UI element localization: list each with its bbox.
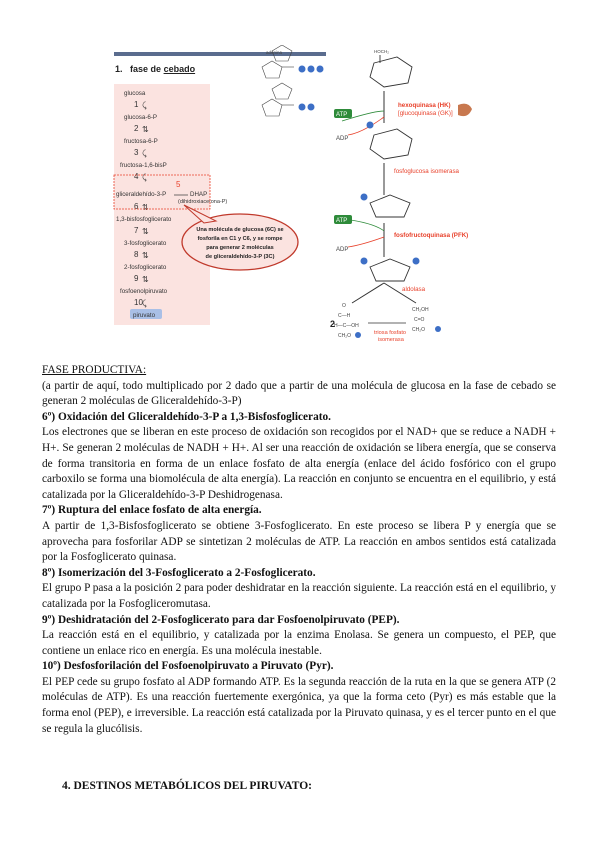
enzyme-hk: hexoquinasa (HK) (398, 102, 451, 109)
step-name: piruvato (133, 312, 156, 319)
step10-heading: 10º) Desfosforilación del Fosfoenolpiruvato a Piruvato (Pyr). (42, 660, 334, 673)
svg-text:H—C—OH: H—C—OH (334, 323, 359, 329)
svg-text:⇅: ⇅ (142, 125, 149, 134)
phosphate-icon (308, 104, 315, 111)
adenine-label: adenina (266, 50, 283, 55)
step-number: 5 (176, 180, 181, 189)
glucose-ring (370, 55, 412, 87)
header-bar (114, 52, 326, 56)
step-name: fructosa-6-P (124, 138, 158, 145)
svg-text:⇅: ⇅ (142, 251, 149, 260)
step8-paragraph: El grupo P pasa a la posición 2 para poder deshidratar en la reacción siguiente. La reacción está en el equilibrio, y catalizada por la Fosfogliceromutasa. (42, 582, 556, 610)
step-name: glucosa-6-P (124, 114, 158, 121)
svg-text:⇅: ⇅ (142, 275, 149, 284)
step-name: 3-fosfoglicerato (124, 240, 167, 247)
step8-heading: 8º) Isomerización del 3-Fosfoglicerato a 2-Fosfoglicerato. (42, 566, 316, 579)
step-number: 3 (134, 148, 139, 157)
svg-text:CH₂OH: CH₂OH (412, 307, 429, 313)
glycolysis-diagram (112, 45, 474, 345)
svg-text:CH₂O: CH₂O (338, 333, 352, 339)
adp-arrow (348, 117, 384, 135)
atp-label: ATP (336, 112, 348, 118)
svg-text:C—H: C—H (338, 313, 351, 319)
section-4-heading: 4. DESTINOS METABÓLICOS DEL PIRUVATO: (62, 780, 312, 792)
phosphate-icon (355, 332, 361, 338)
step6-heading: 6º) Oxidación del Gliceraldehído-3-P a 1,3-Bisfosfoglicerato. (42, 410, 331, 423)
svg-text:⤹: ⤹ (142, 299, 147, 308)
step-number: 7 (134, 226, 139, 235)
adp-label: ADP (336, 247, 349, 253)
step-number: 9 (134, 274, 139, 283)
phase-word: cebado (163, 64, 196, 74)
bubble-line: Una molécula de glucosa (6C) se (196, 227, 284, 233)
phosphate-icon (367, 122, 374, 129)
svg-text:CH₂O: CH₂O (412, 327, 426, 333)
glycolysis-figure (112, 45, 474, 345)
dhap-note: (dihidroxiacetona-P) (178, 199, 228, 205)
step-name: fructosa-1,6-bisP (120, 162, 167, 169)
step-number: 1 (134, 100, 139, 109)
svg-text:⇅: ⇅ (142, 227, 149, 236)
step9-paragraph: La reacción está en el equilibrio, y catalizada por la enzima Enolasa. Se genera un compuesto, el PEP, que contiene un enlace rico en energía. Es una molécula inestable. (42, 629, 556, 657)
step7-heading: 7º) Ruptura del enlace fosfato de alta energía. (42, 504, 262, 517)
split-arrow-left (352, 283, 384, 303)
bubble-line: fosforila en C1 y C6, y se rompe (197, 236, 283, 242)
step-number: 10 (134, 298, 143, 307)
step6-paragraph: Los electrones que se liberan en este proceso de oxidación son recogidos por el NAD+ que se reduce a NADH + H+. Se generan 2 moléculas de NADH + H+. Al ser una reacción de oxidación se libera energía, que se conserva de forma transitoria en forma de un enlace fosfato de alta energía (enlace del ácido fosfórico con el grupo carboxilo se forma una biomolécula de alta energía). La reacción en conjunto se encuentra en el equilibrio, y está catalizada por la Gliceraldehído-3-P Deshidrogenasa. (42, 426, 556, 501)
svg-text:O: O (342, 303, 346, 309)
step-name: glucosa (124, 90, 146, 97)
phosphate-icon (361, 194, 368, 201)
adp-structure (262, 83, 294, 116)
ch2oh-label: HOCH₂ (374, 49, 389, 54)
step-name: DHAP (190, 191, 208, 198)
bubble-line: para generar 2 moléculas (206, 245, 274, 251)
adp-label: ADP (336, 136, 349, 142)
phosphate-icon (435, 326, 441, 332)
svg-text:C=O: C=O (414, 317, 425, 323)
phosphate-icon (299, 104, 306, 111)
step9-heading: 9º) Deshidratación del 2-Fosfoglicerato para dar Fosfoenolpiruvato (PEP). (42, 613, 400, 626)
step-number: 6 (134, 202, 139, 211)
step7-paragraph: A partir de 1,3-Bisfosfoglicerato se obtiene 3-Fosfoglicerato. En este proceso se libera P y energía que se aprovecha para fosforilar ADP se sintetizan 2 moléculas de ATP. La reacción en ambos sentidos está catalizada por la Fosfoglicerato quinasa. (42, 519, 556, 564)
phase-number: 1. (115, 64, 123, 74)
step10-paragraph: El PEP cede su grupo fosfato al ADP formando ATP. Es la segunda reacción de la ruta en la que se genera ATP (2 moléculas de ATP). Es una reacción fuertemente exergónica, ya que la forma ceto (Pyr) es más estable que la forma enol (PEP), e irreversible. La reacción está catalizada por la Piruvato quinasa, y es el tercer punto en el que se regula la glucólisis. (42, 675, 556, 735)
enzyme-tpi: isomerasa (378, 337, 404, 343)
triose-right (412, 307, 429, 333)
phosphate-chain (299, 66, 324, 73)
step-name: fosfoenolpiruvato (120, 288, 168, 295)
adp-arrow (348, 237, 384, 247)
step-name: 1,3-bisfosfoglicerato (116, 216, 172, 223)
step-number: 2 (134, 124, 139, 133)
phase-label: fase de (130, 64, 162, 74)
enzyme-gk: [glucoquinasa (GK)] (398, 110, 453, 117)
bubble-line: de gliceraldehído-3-P (3C) (205, 254, 275, 260)
enzyme-tpi: triosa fosfato (374, 330, 407, 336)
liver-icon (458, 104, 472, 116)
phase-title (115, 64, 195, 74)
enzyme-aldolase: aldolasa (402, 286, 426, 293)
phosphate-icon (361, 258, 368, 265)
multiplier-two: 2 (330, 319, 336, 329)
svg-text:⤹: ⤹ (142, 173, 147, 182)
svg-text:⤹: ⤹ (142, 101, 147, 110)
intro-paragraph: (a partir de aquí, todo multiplicado por 2 dado que a partir de una molécula de glucosa en la fase de cebado se generan 2 moléculas de Gliceraldehído-3-P) (42, 379, 556, 408)
info-bubble (182, 214, 298, 270)
fase-productiva-heading: FASE PRODUCTIVA: (42, 364, 147, 376)
step-number: 4 (134, 172, 139, 181)
step-number: 8 (134, 250, 139, 259)
enzyme-pfk: fosfofructoquinasa (PFK) (394, 232, 469, 239)
fructose-6p-ring (370, 195, 410, 217)
svg-text:⇅: ⇅ (142, 203, 149, 212)
glucose-6p-ring (370, 129, 412, 159)
phosphate-icon (413, 258, 420, 265)
fructose-bisp-ring (370, 259, 410, 281)
enzyme-isomerase: fosfoglucosa isomerasa (394, 168, 460, 175)
body-text (42, 363, 556, 737)
atp-label: ATP (336, 218, 348, 224)
triose-left (334, 303, 359, 339)
step-name: 2-fosfoglicerato (124, 264, 167, 271)
step-name: gliceraldehído-3-P (116, 191, 167, 198)
svg-text:⤹: ⤹ (142, 149, 147, 158)
